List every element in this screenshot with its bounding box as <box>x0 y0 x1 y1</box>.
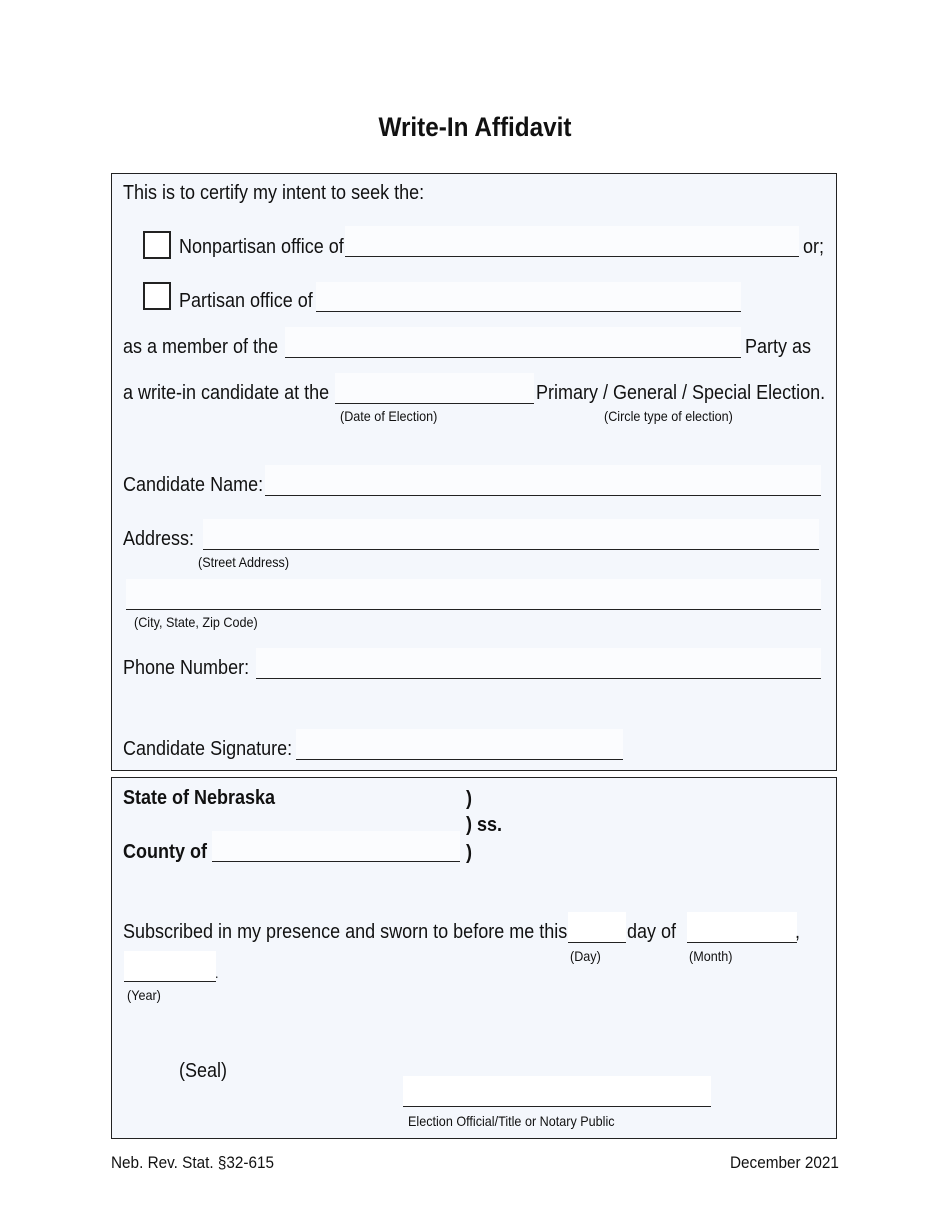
paren-1: ) <box>466 788 473 810</box>
state-label: State of Nebraska <box>123 787 276 809</box>
comma-text: , <box>795 921 801 943</box>
date-caption: (Date of Election) <box>340 408 438 424</box>
circle-caption: (Circle type of election) <box>604 408 733 424</box>
official-signature-field[interactable] <box>403 1076 711 1107</box>
nonpartisan-label: Nonpartisan office of <box>179 236 344 258</box>
period-text: . <box>215 965 219 981</box>
subscribed-text: Subscribed in my presence and sworn to before me this <box>123 921 568 943</box>
party-field[interactable] <box>285 327 741 358</box>
city-caption: (City, State, Zip Code) <box>134 614 258 630</box>
month-caption: (Month) <box>689 948 733 964</box>
revision-date: December 2021 <box>730 1153 839 1172</box>
street-caption: (Street Address) <box>198 554 290 570</box>
address-label: Address: <box>123 528 195 550</box>
paren-3: ) <box>466 842 473 864</box>
seal-text: (Seal) <box>179 1060 228 1082</box>
statute-text: Neb. Rev. Stat. §32-615 <box>111 1153 275 1172</box>
year-field[interactable] <box>124 951 216 982</box>
county-field[interactable] <box>212 831 460 862</box>
candidate-name-field[interactable] <box>265 465 821 496</box>
or-text: or; <box>803 236 825 258</box>
ss-text: ) ss. <box>466 814 503 836</box>
election-types-text[interactable]: Primary / General / Special Election. <box>536 382 826 404</box>
month-field[interactable] <box>687 912 797 943</box>
day-field[interactable] <box>568 912 626 943</box>
election-date-field[interactable] <box>335 373 534 404</box>
phone-label: Phone Number: <box>123 657 250 679</box>
year-caption: (Year) <box>127 987 161 1003</box>
signature-label: Candidate Signature: <box>123 738 293 760</box>
candidate-signature-field[interactable] <box>296 729 623 760</box>
nonpartisan-office-field[interactable] <box>345 226 799 257</box>
street-address-field[interactable] <box>203 519 819 550</box>
intro-text: This is to certify my intent to seek the: <box>123 182 425 204</box>
official-caption: Election Official/Title or Notary Public <box>408 1113 615 1129</box>
county-label: County of <box>123 841 207 863</box>
partisan-checkbox[interactable] <box>143 282 171 310</box>
partisan-label: Partisan office of <box>179 290 313 312</box>
member-label: as a member of the <box>123 336 279 358</box>
city-state-zip-field[interactable] <box>126 579 821 610</box>
nonpartisan-checkbox[interactable] <box>143 231 171 259</box>
writein-label: a write-in candidate at the <box>123 382 330 404</box>
day-of-text: day of <box>627 921 677 943</box>
phone-field[interactable] <box>256 648 821 679</box>
candidate-name-label: Candidate Name: <box>123 474 264 496</box>
day-caption: (Day) <box>570 948 601 964</box>
partisan-office-field[interactable] <box>316 282 741 312</box>
page-title: Write-In Affidavit <box>378 112 572 142</box>
party-as-text: Party as <box>745 336 812 358</box>
